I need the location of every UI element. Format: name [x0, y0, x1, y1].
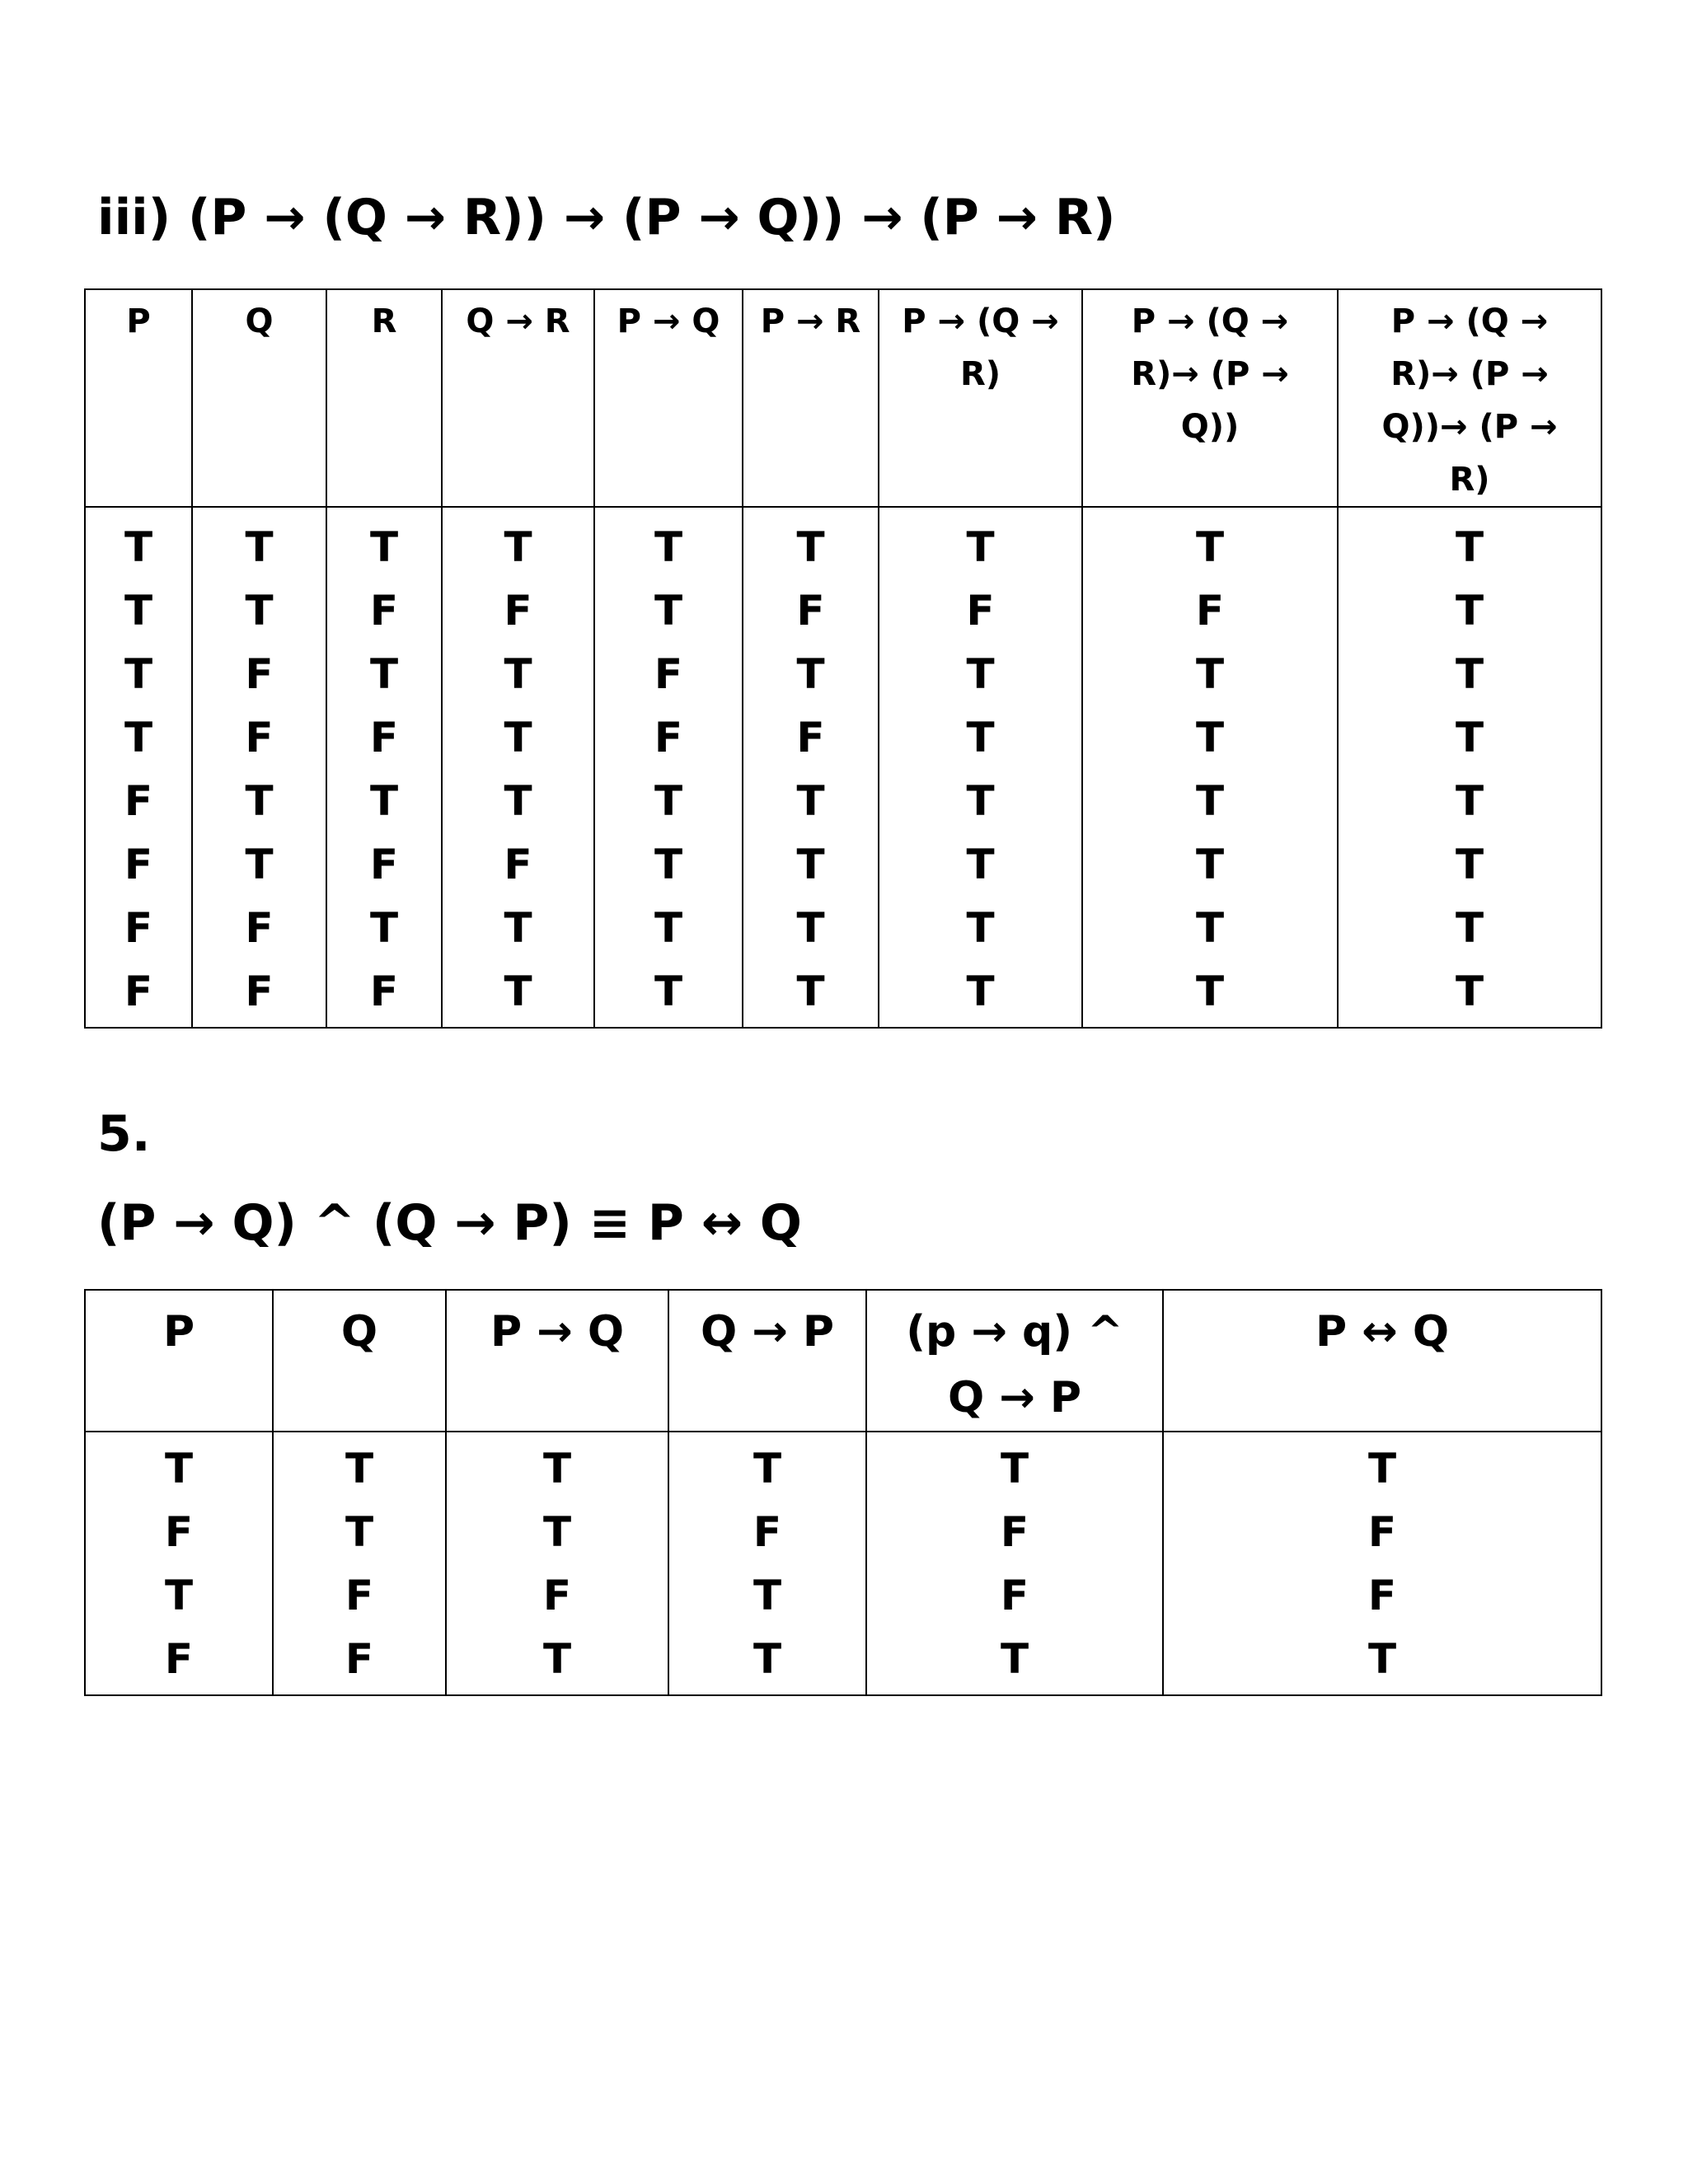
truth-value: T — [504, 523, 532, 571]
truth-value: T — [1195, 968, 1225, 1015]
truth-value: T — [504, 968, 532, 1015]
truth-value: F — [124, 841, 153, 888]
truth-value: T — [966, 523, 995, 571]
column-values — [743, 507, 879, 1028]
truth-value: F — [753, 1508, 782, 1556]
truth-value: T — [753, 1572, 782, 1619]
header-q-implies-r: Q → R — [442, 289, 594, 507]
truth-value: F — [245, 968, 274, 1015]
column-values — [326, 507, 442, 1028]
truth-value: T — [966, 841, 995, 888]
truth-value: F — [542, 1572, 572, 1619]
truth-value: T — [654, 841, 683, 888]
truth-value: F — [504, 587, 532, 635]
truth-value: F — [124, 968, 153, 1015]
truth-value: T — [654, 777, 683, 825]
truth-value: F — [796, 714, 825, 762]
truth-value: F — [345, 1635, 374, 1683]
truth-value: T — [504, 904, 532, 952]
truth-value: F — [1367, 1572, 1397, 1619]
column-values — [273, 1432, 446, 1695]
column-values — [1338, 507, 1601, 1028]
truth-value: T — [1195, 841, 1225, 888]
truth-value: T — [369, 523, 399, 571]
header-biconditional: P ↔ Q — [1163, 1290, 1601, 1432]
header-r: R — [326, 289, 442, 507]
header-compound-2: P → (Q → R)→ (P → Q))→ (P → R) — [1338, 289, 1601, 507]
column-values — [85, 507, 192, 1028]
truth-value: T — [1000, 1445, 1029, 1493]
truth-value: T — [966, 650, 995, 698]
truth-value: T — [966, 904, 995, 952]
header-p-implies-q: P → Q — [594, 289, 743, 507]
truth-value: F — [164, 1508, 194, 1556]
header-q-implies-p: Q → P — [668, 1290, 866, 1432]
truth-value: T — [966, 714, 995, 762]
truth-value: T — [966, 968, 995, 1015]
table-header-row — [85, 1290, 1601, 1432]
truth-value: F — [369, 841, 399, 888]
truth-value: T — [369, 650, 399, 698]
truth-value: F — [369, 714, 399, 762]
truth-value: F — [245, 650, 274, 698]
column-values — [85, 1432, 273, 1695]
truth-value: T — [1455, 841, 1484, 888]
truth-value: T — [1195, 650, 1225, 698]
truth-value: F — [1000, 1572, 1029, 1619]
truth-value: T — [345, 1508, 374, 1556]
truth-value: T — [504, 714, 532, 762]
truth-value: T — [245, 841, 274, 888]
header-p-implies-q-implies-r: P → (Q → R) — [879, 289, 1082, 507]
truth-value: T — [796, 841, 825, 888]
truth-value: T — [753, 1635, 782, 1683]
truth-value: F — [1367, 1508, 1397, 1556]
truth-value: T — [1455, 968, 1484, 1015]
truth-value: T — [345, 1445, 374, 1493]
header-conjunction: (p → q) ^ Q → P — [866, 1290, 1163, 1432]
column-values — [594, 507, 743, 1028]
truth-value: T — [1000, 1635, 1029, 1683]
header-p-implies-q: P → Q — [446, 1290, 668, 1432]
truth-table-1 — [84, 288, 1602, 1029]
truth-value: T — [1455, 523, 1484, 571]
truth-value: F — [245, 904, 274, 952]
truth-value: F — [245, 714, 274, 762]
header-compound-1: P → (Q → R)→ (P → Q)) — [1082, 289, 1338, 507]
column-values — [668, 1432, 866, 1695]
truth-value: T — [654, 904, 683, 952]
truth-value: T — [1455, 587, 1484, 635]
truth-value: T — [164, 1445, 194, 1493]
truth-value: T — [753, 1445, 782, 1493]
truth-value: T — [796, 523, 825, 571]
truth-value: T — [542, 1508, 572, 1556]
truth-value: F — [124, 904, 153, 952]
truth-value: T — [1195, 904, 1225, 952]
column-values — [1082, 507, 1338, 1028]
column-values — [192, 507, 326, 1028]
truth-value: T — [369, 904, 399, 952]
truth-value: T — [542, 1445, 572, 1493]
header-p: P — [85, 1290, 273, 1432]
truth-value: T — [245, 777, 274, 825]
truth-value: F — [966, 587, 995, 635]
truth-value: T — [164, 1572, 194, 1619]
truth-value: T — [1195, 714, 1225, 762]
problem-number: 5. — [97, 1105, 151, 1163]
truth-value: F — [654, 650, 683, 698]
truth-value: T — [124, 587, 153, 635]
truth-value: T — [796, 650, 825, 698]
table-header-row — [85, 289, 1601, 507]
truth-value: F — [164, 1635, 194, 1683]
truth-value: F — [654, 714, 683, 762]
truth-value: T — [654, 587, 683, 635]
truth-value: T — [124, 714, 153, 762]
truth-value: F — [124, 777, 153, 825]
truth-table-2 — [84, 1289, 1602, 1696]
column-values — [442, 507, 594, 1028]
column-values — [1163, 1432, 1601, 1695]
truth-value: T — [1455, 650, 1484, 698]
column-values — [879, 507, 1082, 1028]
truth-value: T — [542, 1635, 572, 1683]
header-q: Q — [273, 1290, 446, 1432]
truth-value: F — [345, 1572, 374, 1619]
column-values — [866, 1432, 1163, 1695]
truth-value: T — [124, 650, 153, 698]
truth-value: F — [796, 587, 825, 635]
truth-value: T — [966, 777, 995, 825]
truth-value: F — [504, 841, 532, 888]
truth-value: T — [654, 523, 683, 571]
table-body-row — [85, 1432, 1601, 1695]
truth-value: T — [1367, 1445, 1397, 1493]
truth-value: T — [796, 777, 825, 825]
truth-value: T — [369, 777, 399, 825]
truth-value: T — [504, 650, 532, 698]
truth-value: F — [369, 587, 399, 635]
table-body-row — [85, 507, 1601, 1028]
truth-value: T — [1367, 1635, 1397, 1683]
truth-value: T — [1195, 523, 1225, 571]
truth-value: T — [245, 587, 274, 635]
truth-value: T — [796, 968, 825, 1015]
truth-value: T — [1455, 714, 1484, 762]
header-p-implies-r: P → R — [743, 289, 879, 507]
header-q: Q — [192, 289, 326, 507]
column-values — [446, 1432, 668, 1695]
truth-value: T — [1455, 904, 1484, 952]
truth-value: T — [504, 777, 532, 825]
truth-value: T — [1195, 777, 1225, 825]
truth-value: T — [654, 968, 683, 1015]
truth-value: F — [369, 968, 399, 1015]
truth-value: T — [245, 523, 274, 571]
truth-value: F — [1195, 587, 1225, 635]
truth-value: T — [1455, 777, 1484, 825]
truth-table-2-title: (P → Q) ^ (Q → P) ≡ P ↔ Q — [97, 1194, 802, 1252]
truth-value: T — [796, 904, 825, 952]
truth-table-1-title: iii) (P → (Q → R)) → (P → Q)) → (P → R) — [97, 189, 1116, 246]
header-p: P — [85, 289, 192, 507]
truth-value: T — [124, 523, 153, 571]
truth-value: F — [1000, 1508, 1029, 1556]
